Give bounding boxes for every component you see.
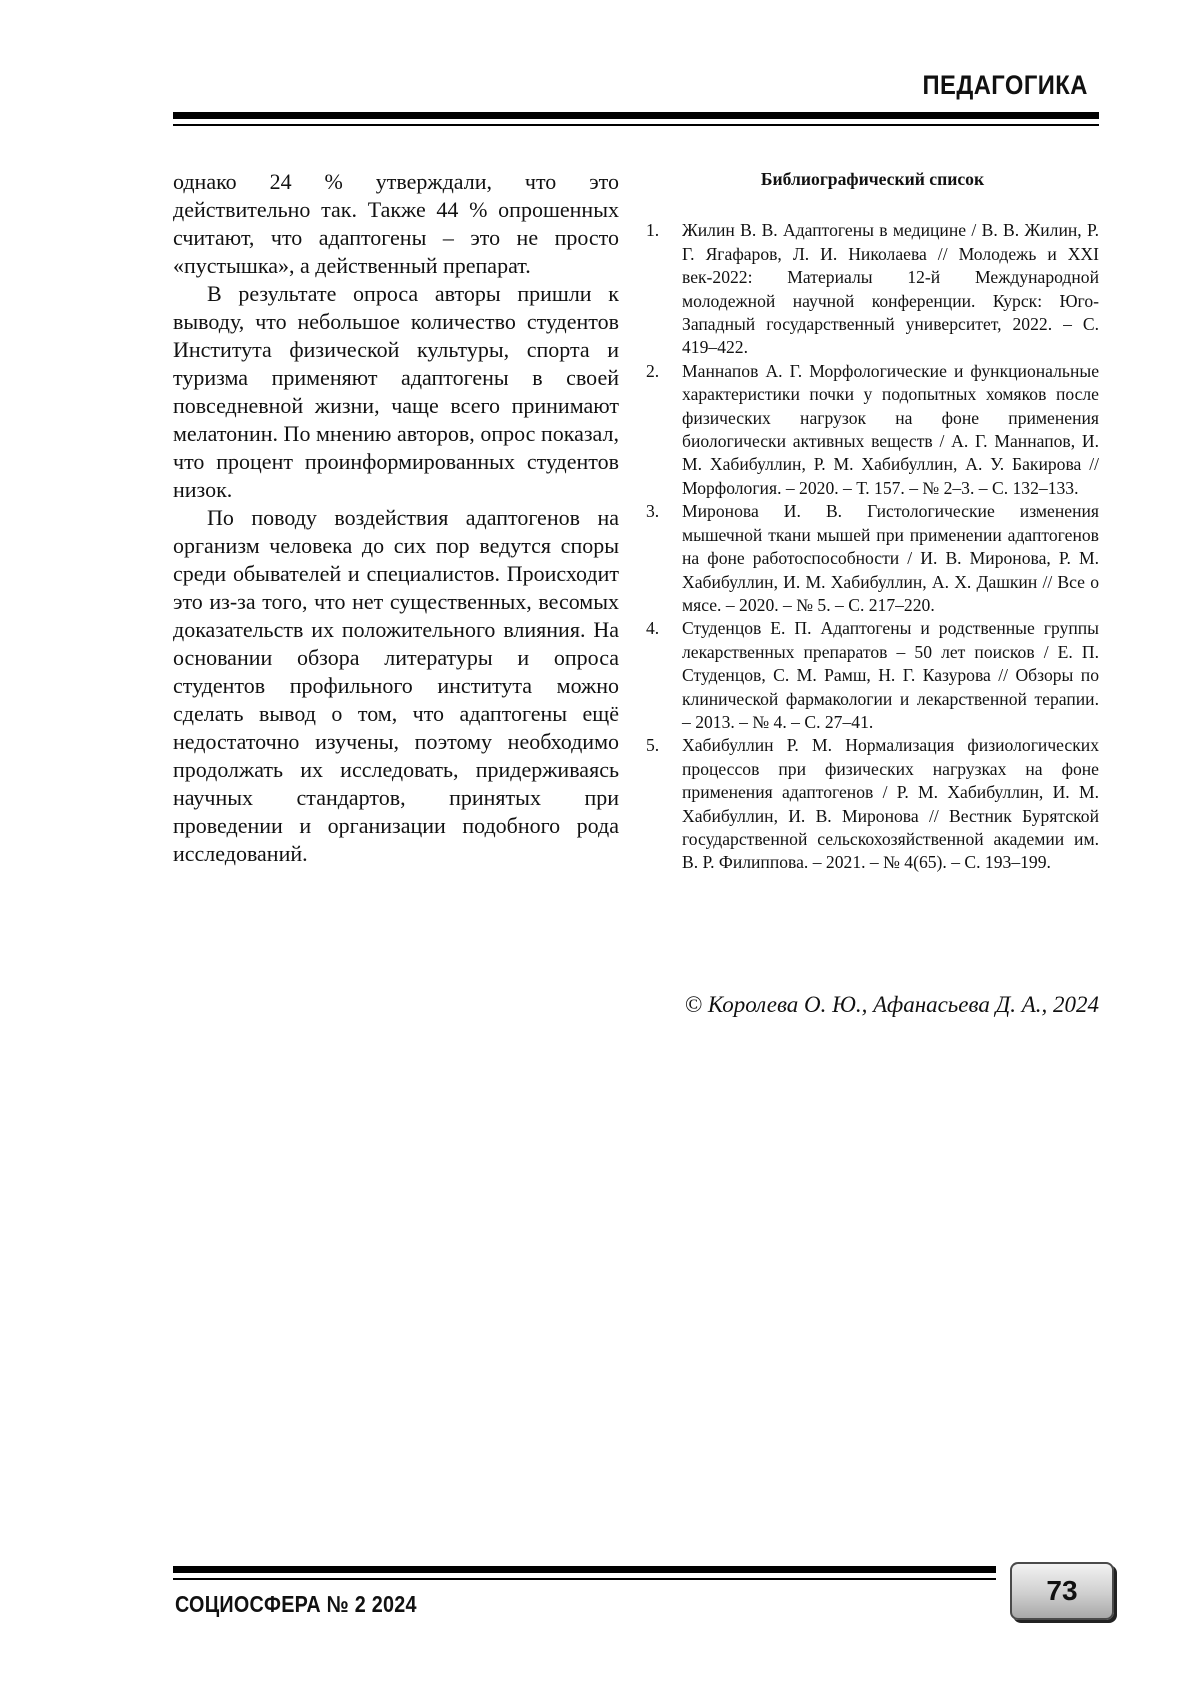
body-text-column: [173, 168, 619, 868]
bibliography-item-text: Маннапов А. Г. Морфологические и функциональные характеристики почки у подопытных хомяков после физических нагрузок на фоне применения биологически активных веществ / А. Г. Маннапов, И. М. Хабибуллин, Р. М. Хабибуллин, А. У. Бакирова // Морфология. – 2020. – Т. 157. – № 2–3. – С. 132–133.: [682, 360, 1099, 498]
bibliography-item: [646, 734, 1099, 874]
header-rule-thin: [173, 124, 1099, 126]
bibliography-item-text: Хабибуллин Р. М. Нормализация физиологических процессов при физических нагрузках на фоне применения адаптогенов / Р. М. Хабибуллин, И. М. Хабибуллин, И. В. Миронова // Вестник Бурятской государственной сельскохозяйственной академии им. В. Р. Филиппова. – 2021. – № 4(65). – С. 193–199.: [682, 735, 1099, 873]
journal-name: СОЦИОСФЕРА № 2 2024: [175, 1591, 417, 1617]
copyright-line: © Королева О. Ю., Афанасьева Д. А., 2024: [684, 992, 1099, 1017]
bibliography-column: [646, 168, 1099, 875]
body-paragraph-1: однако 24 % утверждали, что это действительно так. Также 44 % опрошенных считают, что адаптогены – это не просто «пустышка», а действенный препарат.: [173, 169, 619, 278]
page-number: 73: [1046, 1575, 1078, 1606]
bibliography-item-text: Жилин В. В. Адаптогены в медицине / В. В. Жилин, Р. Г. Ягафаров, Л. И. Николаева // Молодежь и XXI век-2022: Материалы 12-й Международной молодежной научной конференции. Курск: Юго-Западный государственный университет, 2022. – С. 419–422.: [682, 220, 1099, 358]
page-number-badge: [1010, 1562, 1114, 1620]
bibliography-item-text: Студенцов Е. П. Адаптогены и родственные группы лекарственных препаратов – 50 лет поисков / Е. П. Студенцов, С. М. Рамш, Н. Г. Казурова // Обзоры по клинической фармакологии и лекарственной терапии. – 2013. – № 4. – С. 27–41.: [682, 618, 1099, 732]
bibliography-item: [646, 360, 1099, 500]
bibliography-item: [646, 219, 1099, 359]
bibliography-item-number: 4.: [646, 618, 660, 639]
bibliography-item-number: 5.: [646, 735, 660, 756]
bibliography-item-number: 2.: [646, 360, 660, 381]
bibliography-item-number: 1.: [646, 220, 660, 241]
bibliography-item-text: Миронова И. В. Гистологические изменения мышечной ткани мышей при применении адаптогенов на фоне работоспособности / И. В. Миронова, Р. М. Хабибуллин, И. М. Хабибуллин, А. Х. Дашкин // Все о мясе. – 2020. – № 5. – С. 217–220.: [682, 501, 1099, 615]
bibliography-item: [646, 500, 1099, 617]
bibliography-title: Библиографический список: [760, 169, 985, 189]
section-title: ПЕДАГОГИКА: [922, 70, 1088, 100]
footer-rule-thick: [173, 1566, 996, 1573]
footer-rule-thin: [173, 1578, 996, 1580]
bibliography-item: [646, 617, 1099, 734]
bibliography-list: [646, 219, 1099, 874]
bibliography-item-number: 3.: [646, 501, 660, 522]
body-paragraph-3: По поводу воздействия адаптогенов на организм человека до сих пор ведутся споры среди обывателей и специалистов. Происходит это из-за того, что нет существенных, весомых доказательств их положительного влияния. На основании обзора литературы и опроса студентов профильного института можно сделать вывод о том, что адаптогены ещё недостаточно изучены, поэтому необходимо продолжать их исследовать, придерживаясь научных стандартов, принятых при проведении и организации подобного рода исследований.: [173, 505, 619, 866]
header-rule-thick: [173, 112, 1099, 119]
body-paragraph-2: В результате опроса авторы пришли к выводу, что небольшое количество студентов Института физической культуры, спорта и туризма применяют адаптогены в своей повседневной жизни, чаще всего принимают мелатонин. По мнению авторов, опрос показал, что процент проинформированных студентов низок.: [173, 281, 619, 502]
